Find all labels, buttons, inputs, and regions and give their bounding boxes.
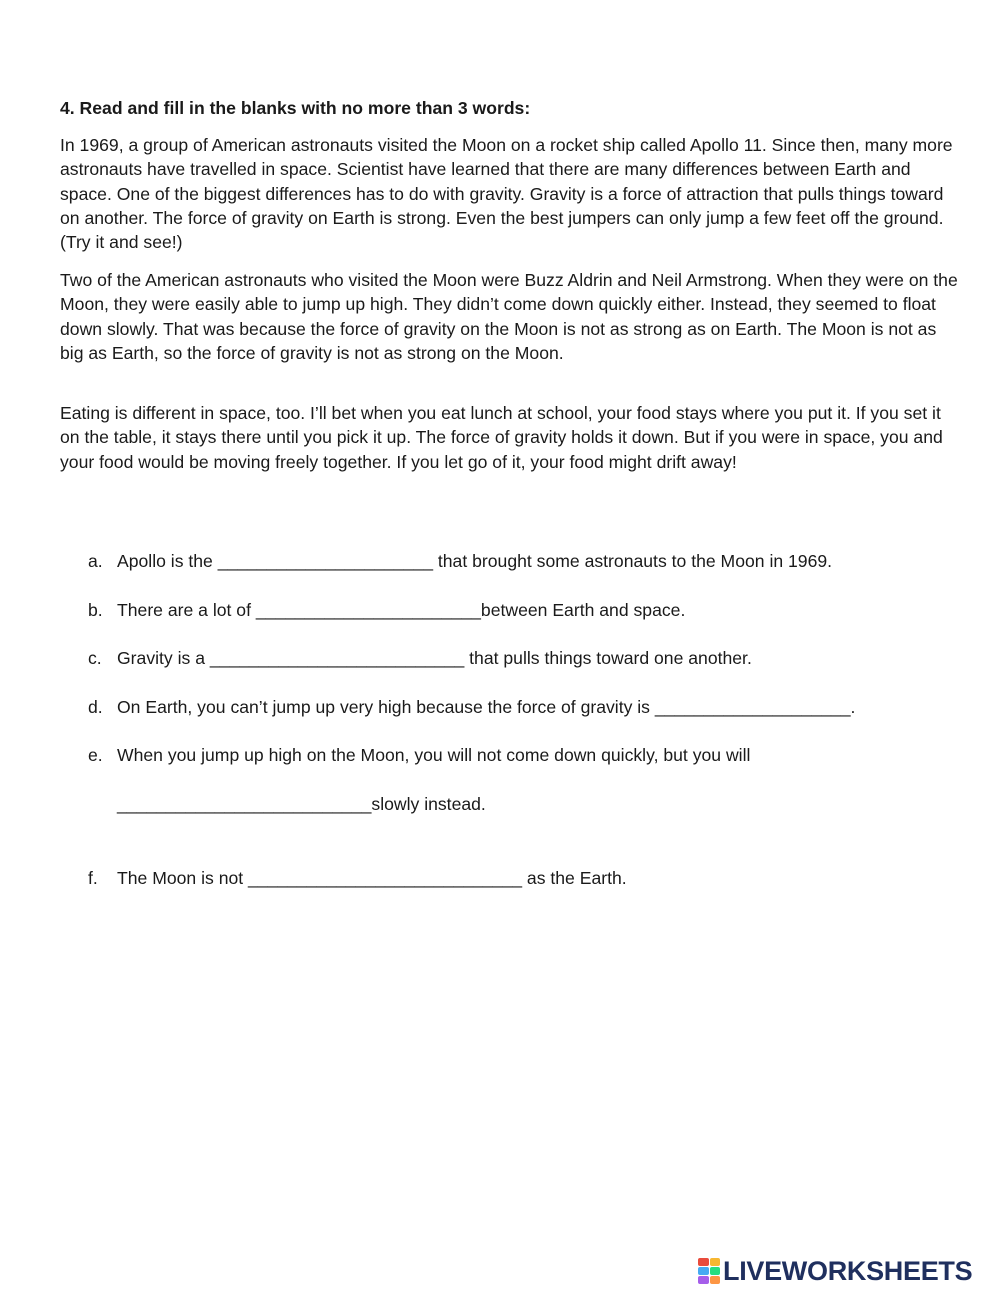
question-e-letter: e. (88, 745, 103, 765)
question-d-text: On Earth, you can’t jump up very high because the force of gravity is ____________________. (117, 697, 856, 717)
question-b (88, 598, 685, 622)
reading-paragraph-1: In 1969, a group of American astronauts visited the Moon on a rocket ship called Apollo 11. Since then, many more astronauts have travelled in space. Scientist have learned that there are many differences between Earth and space. One of the biggest differences has to do with gravity. Gravity is a force of attraction that pulls things toward on another. The force of gravity on Earth is strong. Even the best jumpers can only jump a few feet off the ground. (Try it and see!) (60, 135, 953, 253)
question-c-letter: c. (88, 648, 102, 668)
question-c (88, 646, 752, 670)
question-f-letter: f. (88, 868, 98, 888)
logo-block (710, 1258, 721, 1266)
logo-block (698, 1267, 709, 1275)
question-f (88, 866, 627, 890)
question-a-text: Apollo is the ______________________ that brought some astronauts to the Moon in 1969. (117, 551, 833, 571)
question-a (88, 549, 832, 573)
question-d (88, 695, 855, 719)
question-f-text: The Moon is not ____________________________ as the Earth. (117, 868, 627, 888)
logo-block (710, 1267, 721, 1275)
logo-block (698, 1258, 709, 1266)
question-e-continuation: __________________________slowly instead. (117, 794, 486, 814)
question-d-letter: d. (88, 697, 103, 717)
reading-paragraph-3: Eating is different in space, too. I’ll bet when you eat lunch at school, your food stays where you put it. If you set it on the table, it stays there until you pick it up. The force of gravity holds it down. But if you were in space, you and your food would be moving freely together. If you let go of it, your food might drift away! (60, 403, 943, 472)
exercise-heading: 4. Read and fill in the blanks with no more than 3 words: (60, 98, 531, 118)
question-e (88, 743, 750, 767)
logo-block (698, 1276, 709, 1284)
question-b-text: There are a lot of _______________________between Earth and space. (117, 600, 686, 620)
reading-paragraph-2: Two of the American astronauts who visited the Moon were Buzz Aldrin and Neil Armstrong. When they were on the Moon, they were easily able to jump up high. They didn’t come down quickly either. Instead, they seemed to float down slowly. That was because the force of gravity on the Moon is not as strong as on Earth. The Moon is not as big as Earth, so the force of gravity is not as strong on the Moon. (60, 270, 958, 363)
liveworksheets-logo (698, 1256, 972, 1286)
logo-block (710, 1276, 721, 1284)
question-e-text: When you jump up high on the Moon, you will not come down quickly, but you will (117, 745, 751, 765)
question-c-text: Gravity is a __________________________ that pulls things toward one another. (117, 648, 752, 668)
logo-text: LIVEWORKSHEETS (723, 1256, 973, 1286)
question-a-letter: a. (88, 551, 103, 571)
question-b-letter: b. (88, 600, 103, 620)
logo-icon (698, 1258, 720, 1284)
